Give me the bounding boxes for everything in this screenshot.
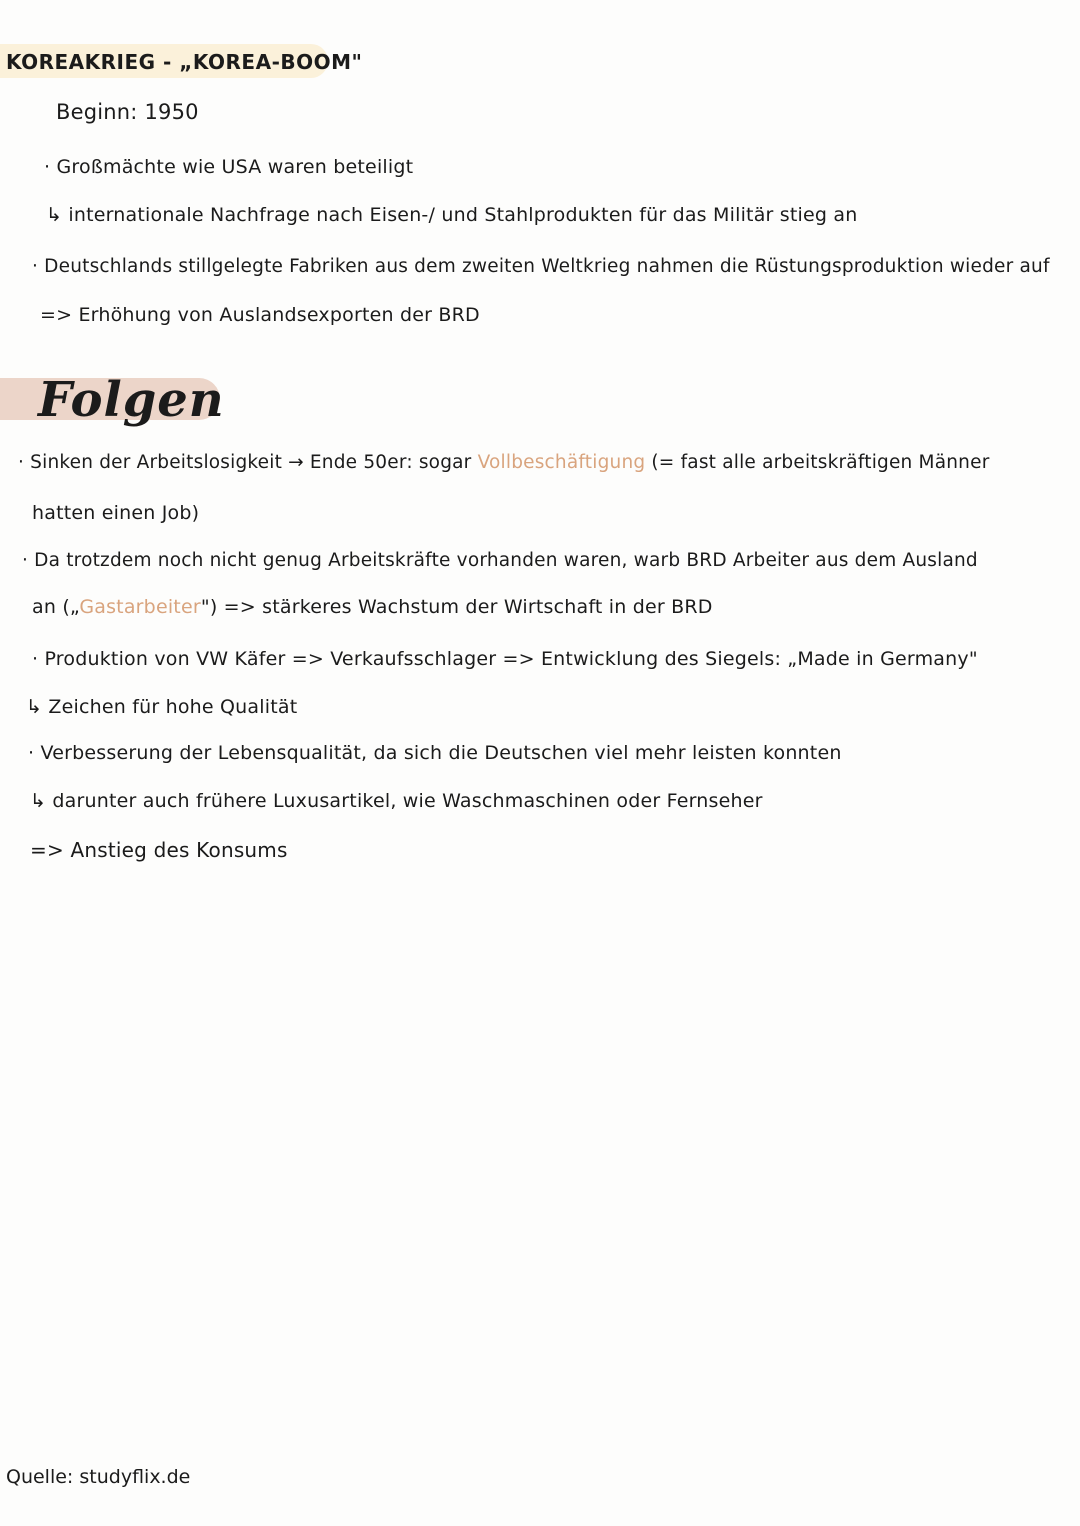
text-line-arbeitslosigkeit bbox=[18, 452, 990, 473]
text-line-grossmaechte: · Großmächte wie USA waren beteiligt bbox=[44, 156, 414, 178]
accent-term-gastarbeiter: Gastarbeiter bbox=[79, 596, 201, 618]
text-line-arbeitskraefte: · Da trotzdem noch nicht genug Arbeitskräfte vorhanden waren, warb BRD Arbeiter aus dem Ausland bbox=[22, 550, 978, 571]
section-title-koreakrieg: KOREAKRIEG - „KOREA-BOOM" bbox=[6, 50, 363, 74]
source-note: Quelle: studyflix.de bbox=[6, 1466, 191, 1488]
text-line-luxusartikel: ↳ darunter auch frühere Luxusartikel, wie Waschmaschinen oder Fernseher bbox=[30, 790, 763, 812]
text-line-fabriken: · Deutschlands stillgelegte Fabriken aus dem zweiten Weltkrieg nahmen die Rüstungsproduktion wieder auf bbox=[32, 256, 1050, 277]
text-line-konsum: => Anstieg des Konsums bbox=[30, 838, 288, 862]
text-part: (= fast alle arbeitskräftigen Männer bbox=[645, 452, 990, 473]
text-line-lebensqualitaet: · Verbesserung der Lebensqualität, da sich die Deutschen viel mehr leisten konnten bbox=[28, 742, 842, 764]
text-line-beginn: Beginn: 1950 bbox=[56, 100, 199, 124]
text-line-nachfrage: ↳ internationale Nachfrage nach Eisen-/ und Stahlprodukten für das Militär stieg an bbox=[46, 204, 858, 226]
accent-term-vollbeschaeftigung: Vollbeschäftigung bbox=[477, 452, 646, 473]
text-part: · Sinken der Arbeitslosigkeit → Ende 50er: sogar bbox=[18, 452, 478, 473]
text-part: an („ bbox=[32, 596, 80, 618]
text-line-job: hatten einen Job) bbox=[32, 502, 200, 524]
section-title-folgen: Folgen bbox=[38, 372, 225, 428]
text-line-qualitaet: ↳ Zeichen für hohe Qualität bbox=[26, 696, 298, 718]
text-part: ") => stärkeres Wachstum der Wirtschaft in der BRD bbox=[200, 596, 713, 618]
text-line-exporte: => Erhöhung von Auslandsexporten der BRD bbox=[40, 304, 480, 326]
text-line-vw-kaefer: · Produktion von VW Käfer => Verkaufsschlager => Entwicklung des Siegels: „Made in Germany" bbox=[32, 648, 978, 670]
text-line-gastarbeiter bbox=[32, 596, 713, 618]
